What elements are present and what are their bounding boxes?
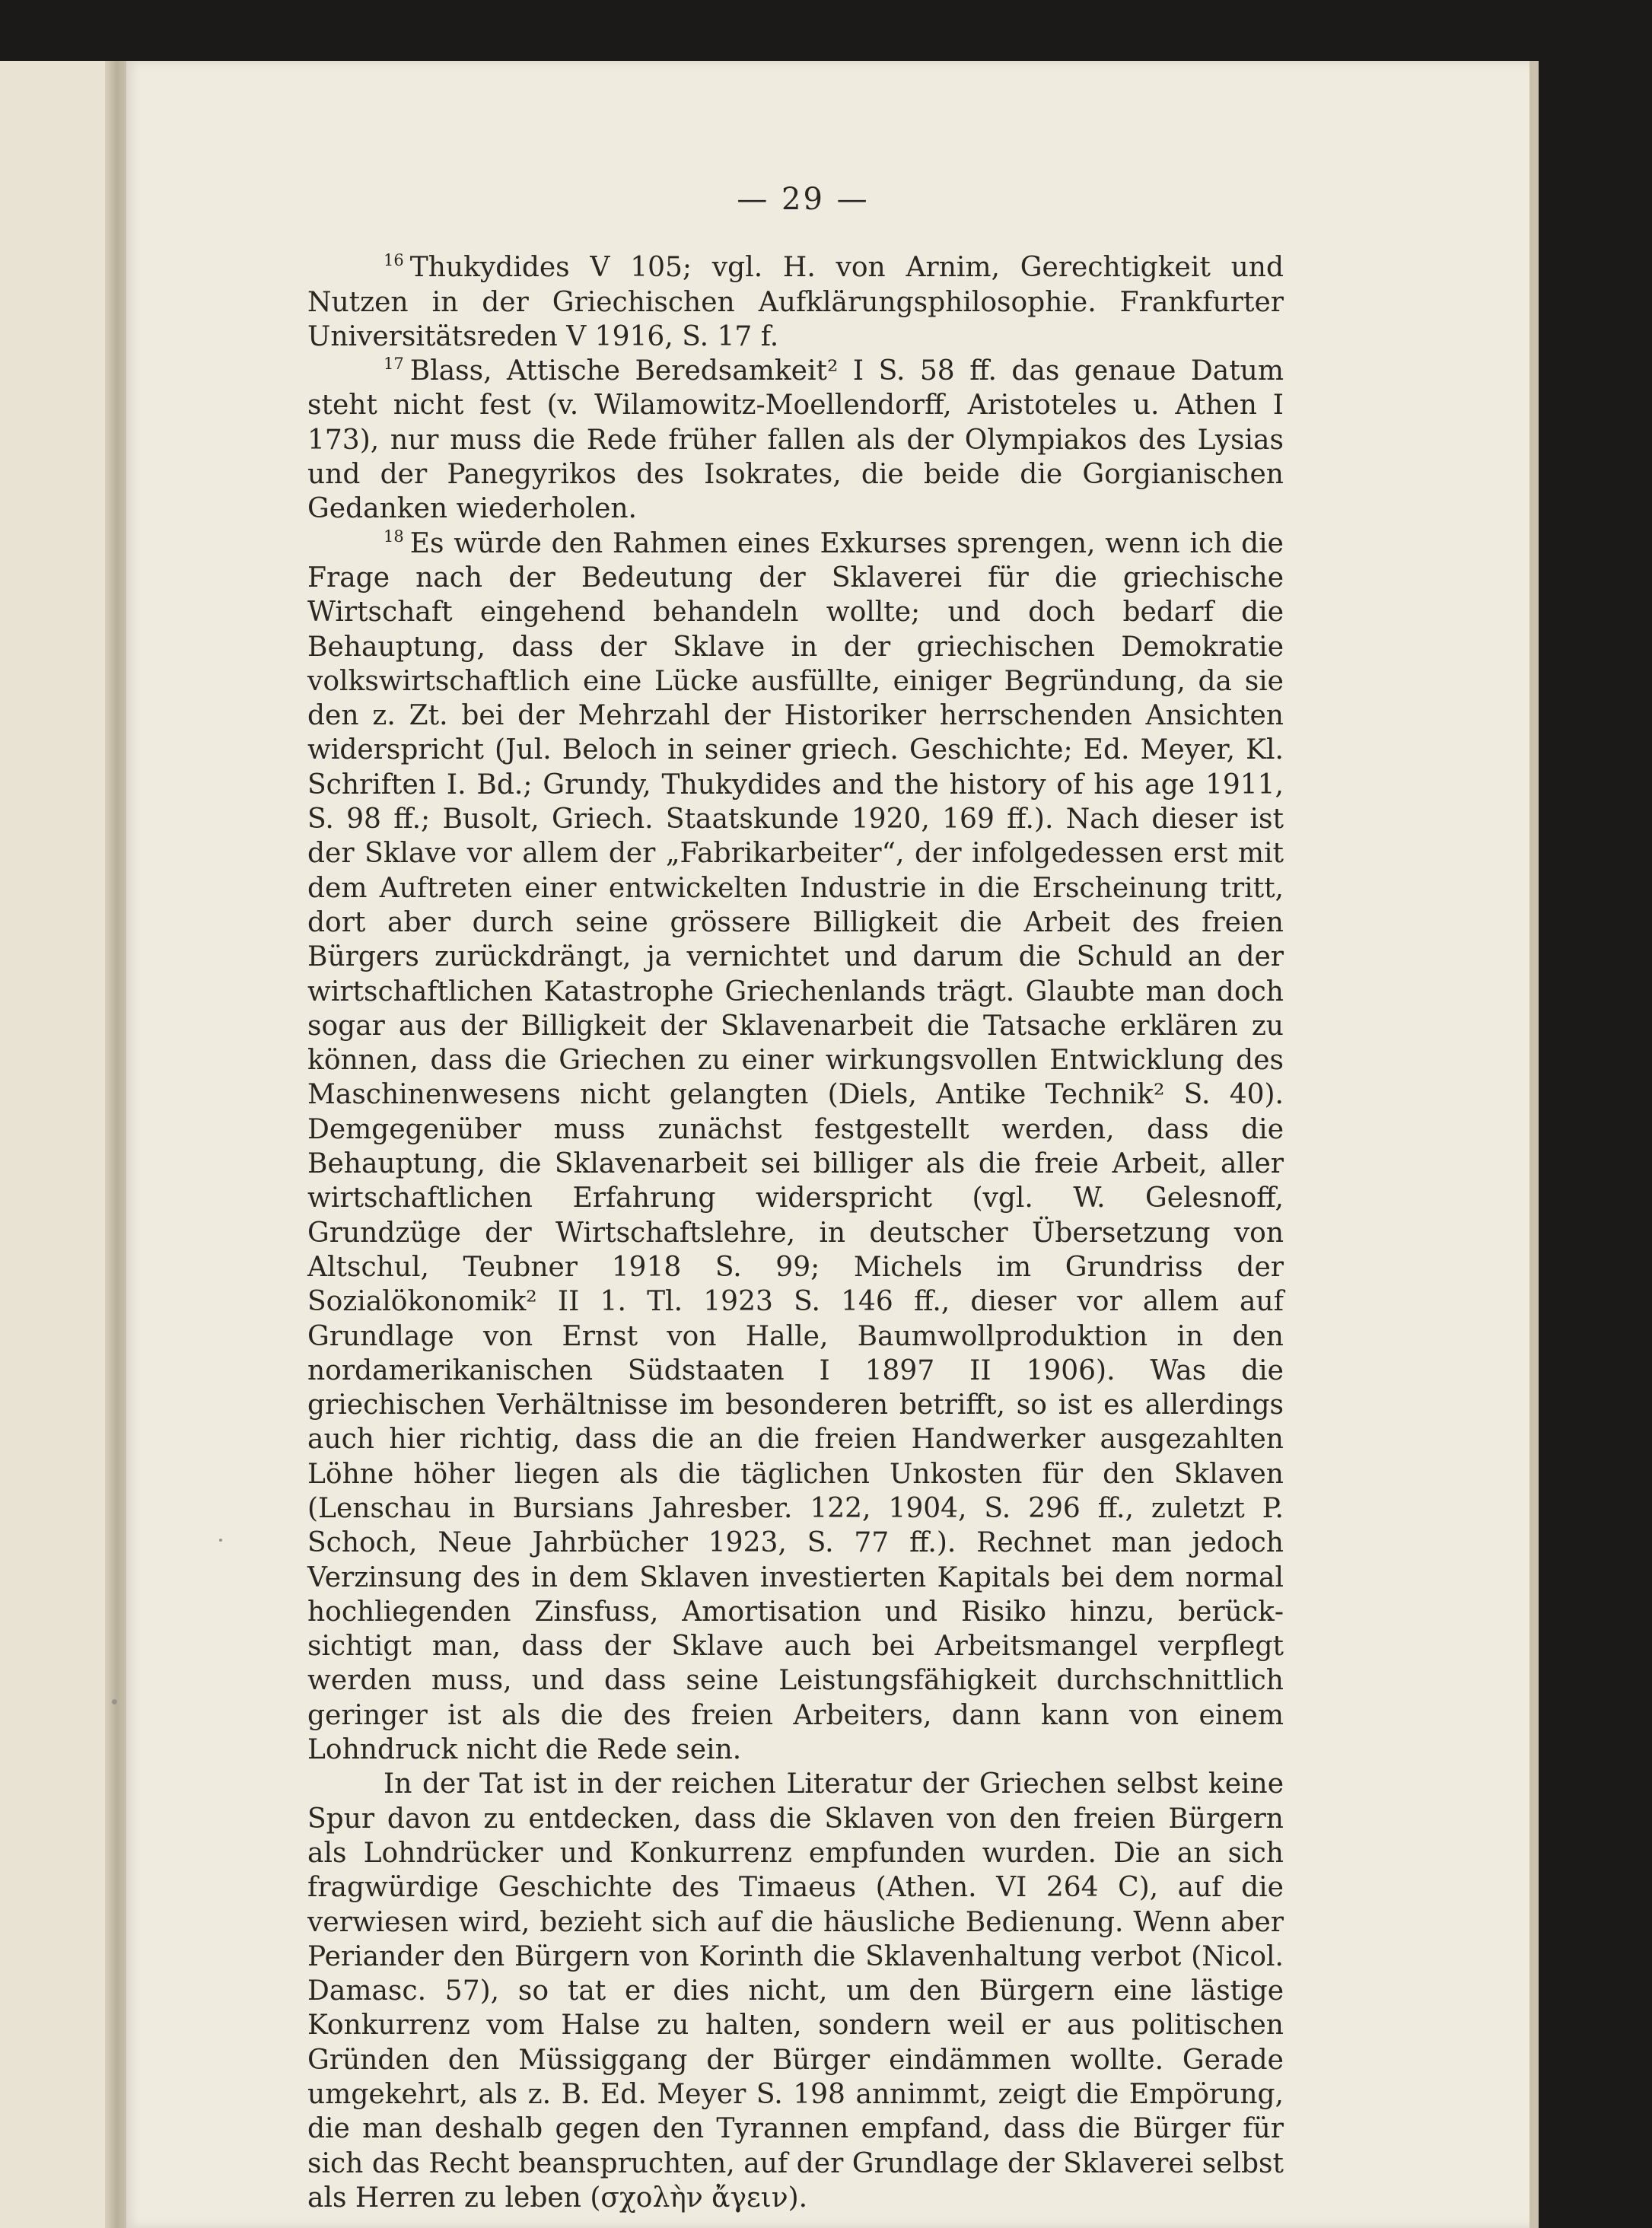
footnote-text: Blass, Attische Beredsamkeit² I S. 58 ff. das genaue Datum steht nicht fest (v. Wilamowitz-Moellendorff, Aristoteles u. Athen I 173), nur muss die Rede früher fallen als der Olympiakos des Lysias und der Panegyrikos des Isokrates, die beide die Gorgianischen Gedanken wiederholen. bbox=[307, 355, 1284, 525]
footnote-16 bbox=[307, 250, 1284, 354]
footnote-marker: 16 bbox=[384, 251, 404, 270]
paper-speck bbox=[112, 1699, 117, 1704]
page-edge-shadow bbox=[1529, 61, 1539, 2228]
footnote-17 bbox=[307, 354, 1284, 526]
paragraph-text: In der Tat ist in der reichen Literatur der Griechen selbst keine Spur davon zu entdecken, dass die Sklaven von den freien Bürgern als Lohndrücker und Konkurrenz empfunden wurden. Die an sich fragwürdige Geschichte des Timaeus (Athen. VI 264 C), auf die verwiesen wird, bezieht sich auf die häusliche Bedienung. Wenn aber Periander den Bürgern von Korinth die Sklavenhaltung verbot (Nicol. Damasc. 57), so tat er dies nicht, um den Bürgern eine lästige Konkurrenz vom Halse zu halten, sondern weil er aus politischen Gründen den Müssiggang der Bürger eindämmen wollte. Gerade umgekehrt, als z. B. Ed. Meyer S. 198 annimmt, zeigt die Empörung, die man deshalb gegen den Tyrannen empfand, dass die Bürger für sich das Recht beanspruchten, auf der Grundlage der Sklaverei selbst als Herren zu leben (σχολὴν ἄγειν). bbox=[307, 1768, 1284, 2214]
text-block bbox=[307, 183, 1284, 2215]
paper-speck bbox=[219, 1539, 222, 1542]
footnote-marker: 18 bbox=[384, 527, 404, 546]
footnote-text: Thukydides V 105; vgl. H. von Arnim, Gerechtigkeit und Nutzen in der Griechischen Aufklärungsphilosophie. Frankfurter Universitätsreden V 1916, S. 17 f. bbox=[307, 252, 1284, 352]
left-page-edge bbox=[0, 61, 118, 2228]
page-number: — 29 — bbox=[737, 182, 870, 217]
footnote-text: Es würde den Rahmen eines Exkurses sprengen, wenn ich die Frage nach der Bedeutung der Sklaverei für die griechische Wirtschaft eingehend behandeln wollte; und doch bedarf die Behauptung, dass der Sklave in der griechischen Demokratie volkswirtschaftlich eine Lücke ausfüllte, einiger Begründung, da sie den z. Zt. bei der Mehrzahl der Historiker herrschenden Ansichten widerspricht (Jul. Beloch in seiner griech. Geschichte; Ed. Meyer, Kl. Schriften I. Bd.; Grundy, Thukydides and the history of his age 1911, S. 98 ff.; Busolt, Griech. Staatskunde 1920, 169 ff.). Nach dieser ist der Sklave vor allem der „Fabrikarbeiter“, der infolgedessen erst mit dem Auftreten einer entwickelten Industrie in die Erscheinung tritt, dort aber durch seine grössere Billigkeit die Arbeit des freien Bürgers zurückdrängt, ja vernichtet und darum die Schuld an der wirtschaftlichen Katastrophe Griechenlands trägt. Glaubte man doch sogar aus der Billigkeit der Sklavenarbeit die Tatsache erklären zu können, dass die Griechen zu einer wirkungsvollen Entwicklung des Maschinenwesens nicht gelangten (Diels, Antike Technik² S. 40). Demgegenüber muss zunächst festgestellt werden, dass die Behauptung, die Sklavenarbeit sei billiger als die freie Arbeit, aller wirtschaftlichen Erfahrung widerspricht (vgl. W. Gelesnoff, Grundzüge der Wirtschaftslehre, in deutscher Übersetzung von Altschul, Teubner 1918 S. 99; Michels im Grundriss der Sozialökonomik² II 1. Tl. 1923 S. 146 ff., dieser vor allem auf Grundlage von Ernst von Halle, Baumwollproduktion in den nordamerikanischen Südstaaten I 1897 II 1906). Was die griechischen Verhältnisse im besonderen betrifft, so ist es allerdings auch hier richtig, dass die an die freien Handwerker ausgezahlten Löhne höher liegen als die täglichen Unkosten für den Sklaven (Lenschau in Bursians Jahresber. 122, 1904, S. 296 ff., zuletzt P. Schoch, Neue Jahrbücher 1923, S. 77 ff.). Rechnet man jedoch Verzinsung des in dem Sklaven investierten Kapitals bei dem normal hochliegenden Zinsfuss, Amortisation und Risiko hinzu, berücksichtigt man, dass der Sklave auch bei Arbeitsmangel verpflegt werden muss, und dass seine Leistungsfähigkeit durchschnittlich geringer ist als die des freien Arbeiters, dann kann von einem Lohndruck nicht die Rede sein. bbox=[307, 527, 1284, 1766]
footnote-marker: 17 bbox=[384, 355, 404, 374]
footnote-18-continuation bbox=[307, 1767, 1284, 2215]
footnote-18 bbox=[307, 527, 1284, 1768]
